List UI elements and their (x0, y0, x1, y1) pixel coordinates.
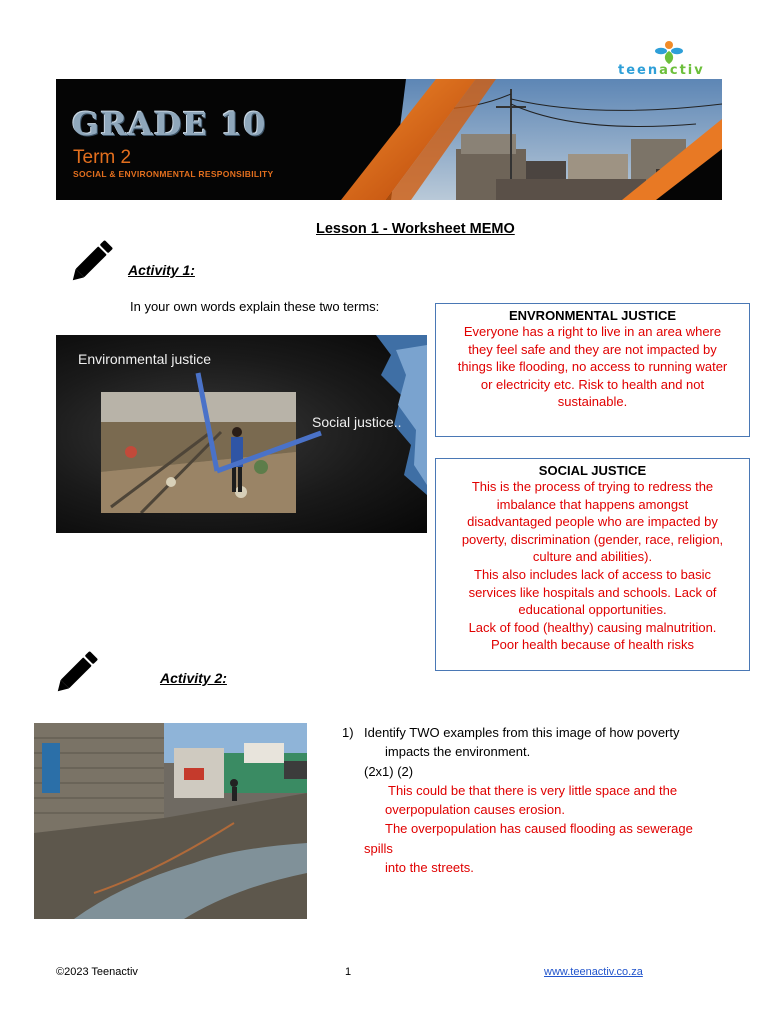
banner-grade: GRADE 10 (72, 105, 267, 143)
social-justice-label: Social justice.. (312, 414, 402, 430)
answer-line: disadvantaged people who are impacted by (467, 514, 718, 530)
logo-wordmark: teenactiv (618, 63, 705, 78)
township-street-photo (34, 723, 307, 919)
question-number: 1) (342, 725, 354, 740)
question-prompt (342, 723, 732, 877)
question-line: impacts the environment. (385, 744, 531, 760)
answer-line: or electricity etc. Risk to health and not (480, 376, 705, 392)
answer-line: imbalance that happens amongst (496, 496, 689, 512)
footer-page-number: 1 (345, 966, 352, 978)
answer-line: Poor health because of health risks (490, 637, 695, 653)
activity-1-instruction: In your own words explain these two terms: (130, 299, 380, 314)
banner-term: Term 2 (73, 147, 132, 168)
question-marks: (2x1) (2) (364, 763, 414, 779)
teenactiv-logo (615, 40, 723, 80)
environmental-justice-box (435, 303, 750, 437)
activity-2-heading: Activity 2: (160, 670, 227, 686)
answer-line: Lack of food (healthy) causing malnutrition. (468, 619, 717, 635)
activity-1-heading: Activity 1: (128, 262, 195, 278)
answer-line: This also includes lack of access to basic (474, 566, 711, 582)
answer-line: spills (364, 840, 393, 856)
answer-line: poverty, discrimination (gender, race, religion, (461, 531, 724, 547)
social-justice-title: SOCIAL JUSTICE (538, 463, 647, 478)
lesson-title: Lesson 1 - Worksheet MEMO (316, 221, 515, 237)
environmental-justice-label: Environmental justice (78, 351, 212, 367)
environmental-justice-title: ENVRONMENTAL JUSTICE (508, 308, 677, 323)
answer-line: into the streets. (385, 860, 474, 876)
answer-line: sustainable. (557, 394, 628, 410)
question-1 (342, 723, 732, 877)
answer-line: they feel safe and they are not impacted by (468, 341, 717, 357)
answer-line: things like flooding, no access to running water (457, 359, 728, 375)
question-line: Identify TWO examples from this image of how poverty (364, 725, 680, 740)
answer-line: Everyone has a right to live in an area where (463, 324, 722, 339)
answer-line: educational opportunities. (518, 602, 667, 618)
pencil-icon (53, 644, 105, 696)
justice-image (56, 335, 427, 533)
environmental-justice-answer (436, 323, 749, 411)
grade-banner (56, 79, 722, 200)
banner-subject: SOCIAL & ENVIRONMENTAL RESPONSIBILITY (73, 169, 274, 179)
answer-line: This is the process of trying to redress the (471, 479, 714, 494)
answer-line: overpopulation causes erosion. (385, 802, 565, 818)
answer-line: The overpopulation has caused flooding as sewerage (385, 821, 693, 837)
pencil-icon (68, 233, 120, 285)
answer-line: services like hospitals and schools. Lack of (468, 584, 717, 600)
social-justice-box (435, 458, 750, 671)
social-justice-answer (436, 478, 749, 654)
footer-website-link[interactable]: www.teenactiv.co.za (544, 966, 643, 978)
answer-line: culture and abilities). (532, 549, 653, 565)
answer-line: This could be that there is very little space and the (388, 782, 678, 798)
footer-copyright: ©2023 Teenactiv (56, 966, 138, 978)
